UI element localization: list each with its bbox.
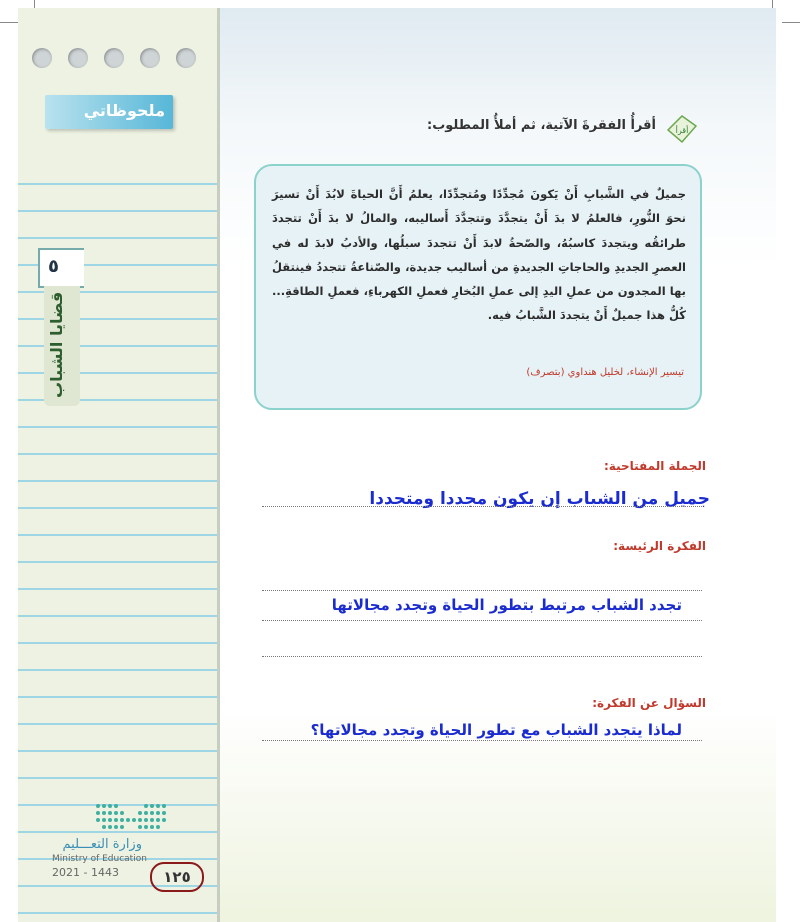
passage-source: تيسير الإنشاء، لخليل هنداوي (بتصرف) — [526, 367, 684, 378]
binder-hole — [104, 48, 124, 68]
main-idea-line — [262, 656, 702, 657]
main-idea-line — [262, 620, 702, 621]
unit-title: قضايا الشباب — [47, 291, 66, 398]
read-section-tag: أقرأ — [675, 126, 689, 135]
page-number: ١٢٥ — [150, 862, 204, 892]
notes-tab — [45, 95, 173, 129]
notes-tab-label: ملحوظاتي — [83, 101, 165, 120]
unit-title-tab — [44, 286, 80, 406]
key-sentence-line — [262, 506, 702, 507]
crop-mark — [782, 22, 800, 23]
main-idea-answer[interactable]: تجدد الشباب مرتبط بتطور الحياة وتجدد مجالاتها — [331, 596, 682, 614]
main-idea-line — [262, 590, 702, 591]
instruction-text: أقرأُ الفقرةَ الآتية، ثم أملأُ المطلوب: — [427, 118, 656, 133]
key-sentence-label: الجملة المفتاحية: — [604, 459, 706, 473]
question-label: السؤال عن الفكرة: — [592, 696, 706, 710]
key-sentence-answer[interactable]: جميل من الشباب إن يكون مجددا ومتجددا — [369, 489, 710, 509]
unit-number: ٥ — [48, 256, 59, 277]
question-line — [262, 740, 702, 741]
crop-mark — [0, 22, 18, 23]
question-answer[interactable]: لماذا يتجدد الشباب مع تطور الحياة وتجدد مجالاتها؟ — [310, 721, 682, 739]
read-section-icon — [664, 112, 700, 146]
ministry-name-ar: وزارة التعـــليم — [62, 837, 142, 852]
reading-passage: جميلٌ في الشَّبابِ أَنْ يَكونَ مُجدِّدًا ومُتجدِّدًا، يعلمُ أَنَّ الحياةَ لابُدَ أَنْ تسيرَ نحوَ النُّورِ، فالعلمُ لا بدَ أَنْ يتجدَّدَ وتتجدَّدَ أَساليبه، والمالُ لا بدَ أَنْ تتجددَ طرائقُه ويتجددَ كاسبُهُ، والصّحةُ لابدَ أَنْ تتجددَ سبلُها، والأدبُ لابدَ له في العصرِ الجديدِ والحاجاتِ الجديدةِ من أساليب جديدة، والصّناعةُ تتجددُ فينتقلُ بها المجدون من عملِ اليدِ إلى عملِ البُخارِ فعملِ الكهرباءِ، فعملِ الطاقةِ... كُلُّ هذا جميلٌ أَنْ يتجددَ الشَّبابُ فيه. — [272, 187, 686, 323]
ministry-name-en: Ministry of Education — [52, 854, 147, 864]
notes-panel-header — [18, 8, 218, 158]
binder-hole — [140, 48, 160, 68]
main-idea-label: الفكرة الرئيسة: — [613, 539, 706, 553]
binder-hole — [68, 48, 88, 68]
binder-hole — [176, 48, 196, 68]
unit-number-box — [38, 248, 84, 288]
binder-hole — [32, 48, 52, 68]
edition-year: 2021 - 1443 — [52, 866, 119, 879]
